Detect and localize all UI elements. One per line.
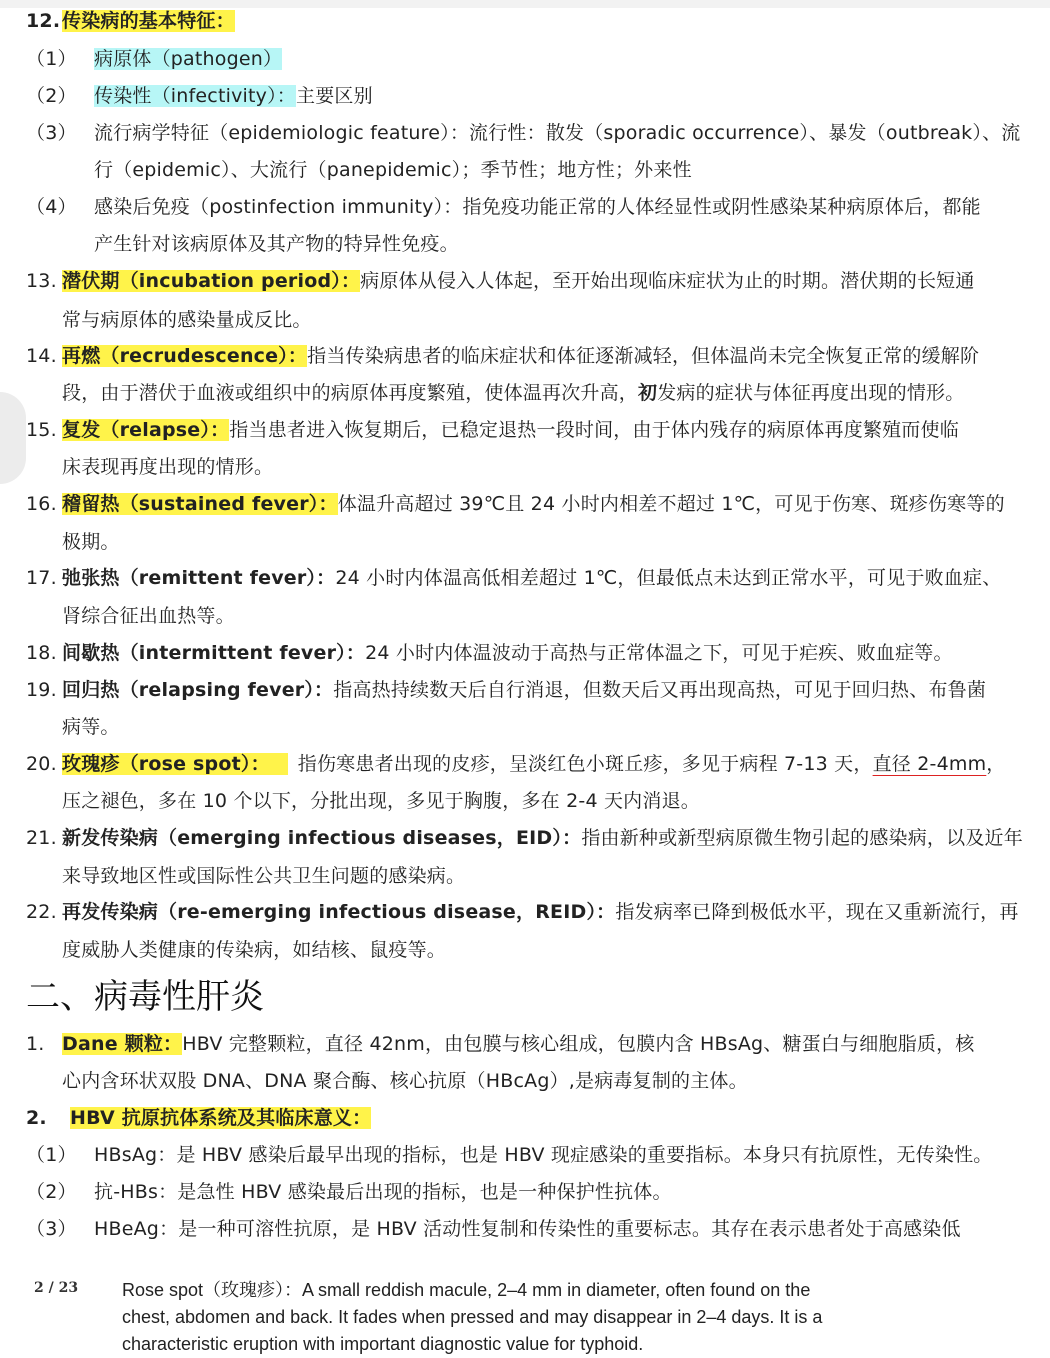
item-number: 22. (26, 901, 57, 923)
subitem-text: HBeAg：是一种可溶性抗原，是 HBV 活动性复制和传染性的重要标志。其存在表示患者处于高感染低 (94, 1218, 961, 1240)
hep-item-1 (26, 1029, 975, 1059)
subitem-number: （3） (26, 1218, 77, 1240)
subitem-3 (26, 118, 1021, 148)
item-number: 15. (26, 419, 57, 441)
subitem-number: （2） (26, 85, 77, 107)
term-infectivity: 传染性（infectivity）： (94, 85, 296, 107)
item-18 (26, 638, 953, 668)
item-number: 12. (26, 10, 61, 32)
subitem-text: 流行病学特征（epidemiologic feature）：流行性：散发（sporadic occurrence）、暴发（outbreak）、流 (94, 122, 1021, 144)
item-19 (26, 675, 986, 705)
term-incubation-period: 潜伏期（incubation period）： (62, 270, 361, 292)
footnote-line: characteristic eruption with important diagnostic value for typhoid. (122, 1334, 644, 1354)
term-remittent-fever: 弛张热（remittent fever）： (62, 567, 336, 589)
footnote-line: chest, abdomen and back. It fades when pressed and may disappear in 2–4 days. It is a (122, 1307, 823, 1327)
item-text: HBV 完整颗粒，直径 42nm，由包膜与核心组成，包膜内含 HBsAg、糖蛋白与细胞脂质，核 (182, 1033, 975, 1055)
subitem-3-cont (26, 155, 692, 185)
continuation-text: 段，由于潜伏于血液或组织中的病原体再度繁殖，使体温再次升高， (62, 382, 639, 404)
item-21 (26, 823, 1023, 853)
subitem-1 (26, 44, 282, 74)
subitem-text: 抗-HBs：是急性 HBV 感染最后出现的指标，也是一种保护性抗体。 (94, 1181, 672, 1203)
item-text: 病原体从侵入人体起，至开始出现临床症状为止的时期。潜伏期的长短通 (360, 270, 975, 292)
item-17-cont (26, 601, 235, 631)
item-number: 17. (26, 567, 57, 589)
continuation-text: 病等。 (62, 716, 120, 738)
term-sustained-fever: 稽留热（sustained fever）： (62, 493, 338, 515)
item-number: 16. (26, 493, 57, 515)
item-13-cont (26, 305, 312, 335)
item-21-cont (26, 861, 465, 891)
continuation-text: 肾综合征出血热等。 (62, 605, 235, 627)
item-17 (26, 563, 1001, 593)
item-text: 24 小时内体温高低相差超过 1℃，但最低点未达到正常水平，可见于败血症、 (335, 567, 1002, 589)
continuation-text: 心内含环状双股 DNA、DNA 聚合酶、核心抗原（HBcAg）,是病毒复制的主体。 (62, 1070, 748, 1092)
item-15-cont (26, 452, 273, 482)
hep-item-1-cont (26, 1066, 748, 1096)
item-12 (26, 6, 235, 36)
term-intermittent-fever: 间歇热（intermittent fever）： (62, 642, 366, 664)
footnote-line: Rose spot（玫瑰疹）：A small reddish macule, 2–4 mm in diameter, often found on the (122, 1280, 811, 1300)
footer-note-bar (0, 1272, 1050, 1354)
continuation-text: 压之褪色，多在 10 个以下，分批出现，多见于胸腹，多在 2-4 天内消退。 (62, 790, 700, 812)
item-19-cont (26, 712, 120, 742)
item-number: 1. (26, 1033, 45, 1055)
item-number: 13. (26, 270, 57, 292)
continuation-text: 度威胁人类健康的传染病，如结核、鼠疫等。 (62, 939, 447, 961)
item-16-cont (26, 527, 120, 557)
subitem-text: 主要区别 (296, 85, 373, 107)
hep-subitem-1 (26, 1140, 993, 1170)
item-number: 21. (26, 827, 57, 849)
item-20-cont (26, 786, 700, 816)
subitem-number: （1） (26, 1144, 77, 1166)
item-14-cont (26, 378, 964, 408)
subitem-2 (26, 81, 373, 111)
item-number: 18. (26, 642, 57, 664)
page-number: 2 / 23 (34, 1280, 79, 1296)
subitem-4-cont (26, 229, 459, 259)
handwritten-mark: 初 (638, 382, 658, 404)
item-13 (26, 266, 975, 296)
subitem-number: （1） (26, 48, 77, 70)
continuation-text: 常与病原体的感染量成反比。 (62, 309, 312, 331)
hep-subitem-3 (26, 1214, 961, 1244)
item-text: 24 小时内体温波动于高热与正常体温之下，可见于疟疾、败血症等。 (365, 642, 953, 664)
item-number: 14. (26, 345, 57, 367)
item-heading: HBV 抗原抗体系统及其临床意义： (70, 1107, 372, 1129)
subitem-4 (26, 192, 981, 222)
term-recrudescence: 再燃（recrudescence）： (62, 345, 308, 367)
term-relapsing-fever: 回归热（relapsing fever）： (62, 679, 334, 701)
item-text: 指高热持续数天后自行消退，但数天后又再出现高热，可见于回归热、布鲁菌 (333, 679, 987, 701)
item-16 (26, 489, 1005, 519)
subitem-number: （2） (26, 1181, 77, 1203)
continuation-text: 极期。 (62, 531, 120, 553)
item-text: 指当患者进入恢复期后，已稳定退热一段时间，由于体内残存的病原体再度繁殖而使临 (229, 419, 959, 441)
side-scroll-handle[interactable] (0, 392, 26, 484)
term-dane-particle: Dane 颗粒： (62, 1033, 183, 1055)
item-heading: 传染病的基本特征： (62, 10, 235, 32)
item-number: 19. (26, 679, 57, 701)
underlined-diameter: 直径 2-4mm (872, 753, 987, 775)
item-20 (26, 749, 1006, 779)
term-pathogen: 病原体（pathogen） (94, 48, 283, 70)
item-14 (26, 341, 979, 371)
hep-subitem-2 (26, 1177, 672, 1207)
item-text: 指伤寒患者出现的皮疹，呈淡红色小斑丘疹，多见于病程 7-13 天， (297, 753, 873, 775)
term-rose-spot: 玫瑰疹（rose spot）： (62, 753, 288, 775)
item-number: 20. (26, 753, 57, 775)
item-number: 2. (26, 1107, 47, 1129)
term-reemerging-diseases: 再发传染病（re-emerging infectious disease，REID）： (62, 901, 616, 923)
term-relapse: 复发（relapse）： (62, 419, 230, 441)
continuation-text: 床表现再度出现的情形。 (62, 456, 274, 478)
footnote (122, 1277, 992, 1358)
term-emerging-diseases: 新发传染病（emerging infectious diseases，EID）： (62, 827, 582, 849)
section-heading: 二、病毒性肝炎 (26, 977, 264, 1017)
item-22 (26, 897, 1019, 927)
item-22-cont (26, 935, 446, 965)
continuation-text-end: 发病的症状与体征再度出现的情形。 (657, 382, 965, 404)
subitem-text: 感染后免疫（postinfection immunity）：指免疫功能正常的人体经显性或阴性感染某种病原体后，都能 (94, 196, 981, 218)
item-text: 指发病率已降到极低水平，现在又重新流行，再 (615, 901, 1019, 923)
subitem-number: （3） (26, 122, 77, 144)
item-text-tail: ， (986, 753, 1006, 775)
item-text: 指由新种或新型病原微生物引起的感染病，以及近年 (581, 827, 1023, 849)
hep-item-2 (26, 1103, 371, 1133)
subitem-text: HBsAg：是 HBV 感染后最早出现的指标，也是 HBV 现症感染的重要指标。本身只有抗原性，无传染性。 (94, 1144, 993, 1166)
item-text: 体温升高超过 39℃且 24 小时内相差不超过 1℃，可见于伤寒、斑疹伤寒等的 (337, 493, 1005, 515)
item-text: 指当传染病患者的临床症状和体征逐渐减轻，但体温尚未完全恢复正常的缓解阶 (307, 345, 980, 367)
subitem-number: （4） (26, 196, 77, 218)
continuation-text: 产生针对该病原体及其产物的特异性免疫。 (94, 233, 459, 255)
continuation-text: 来导致地区性或国际性公共卫生问题的感染病。 (62, 865, 466, 887)
continuation-text: 行（epidemic）、大流行（panepidemic）；季节性；地方性；外来性 (94, 159, 692, 181)
item-15 (26, 415, 959, 445)
